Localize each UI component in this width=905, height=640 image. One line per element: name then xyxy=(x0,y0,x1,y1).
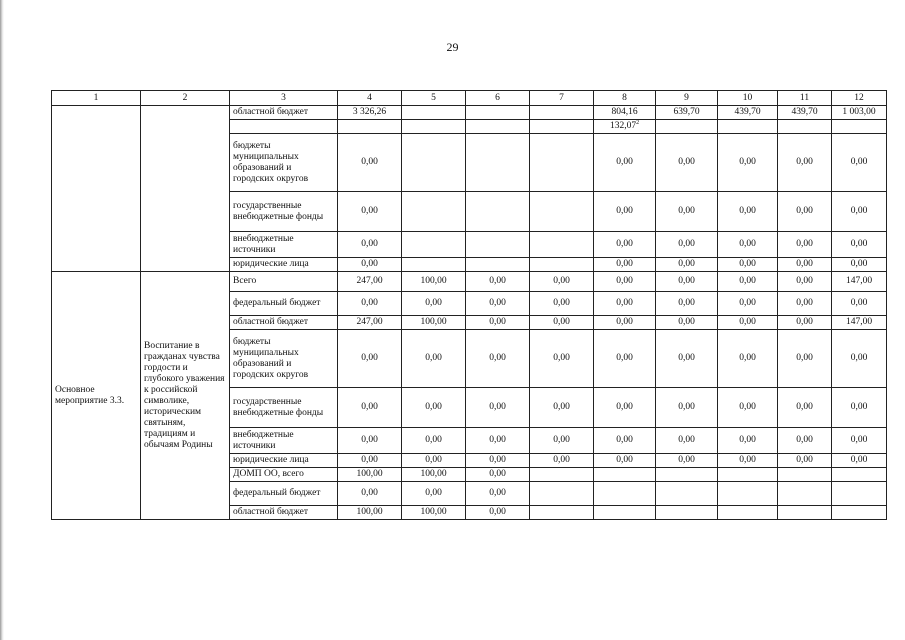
value-cell xyxy=(594,468,656,482)
value-text: 0,00 xyxy=(489,317,506,327)
value-cell xyxy=(466,120,530,134)
value-cell xyxy=(718,316,778,330)
value-cell xyxy=(718,258,778,272)
value-text: 0,00 xyxy=(796,298,813,308)
value-text: 0,00 xyxy=(553,435,570,445)
value-text: 0,00 xyxy=(739,206,756,216)
value-text: 0,00 xyxy=(850,402,868,412)
value-cell xyxy=(718,330,778,388)
value-cell xyxy=(338,388,402,428)
value-text: 0,00 xyxy=(616,157,633,167)
value-text: 0,00 xyxy=(489,507,506,517)
value-text: 0,00 xyxy=(739,157,756,167)
value-cell xyxy=(338,258,402,272)
value-cell xyxy=(338,428,402,454)
value-cell xyxy=(530,316,594,330)
value-cell xyxy=(466,428,530,454)
value-text: 0,00 xyxy=(739,402,756,412)
value-cell xyxy=(778,120,832,134)
value-cell xyxy=(832,232,887,258)
value-text: 100,00 xyxy=(420,276,447,286)
value-cell xyxy=(402,120,466,134)
value-cell xyxy=(402,428,466,454)
funding-source-label: областной бюджет xyxy=(230,316,338,330)
value-text: 247,00 xyxy=(356,317,383,327)
value-cell xyxy=(656,316,718,330)
value-cell xyxy=(594,134,656,192)
value-text: 0,00 xyxy=(796,206,813,216)
value-cell xyxy=(778,428,832,454)
value-text: 0,00 xyxy=(553,298,570,308)
value-cell xyxy=(718,482,778,506)
value-cell xyxy=(530,468,594,482)
value-cell xyxy=(338,192,402,232)
value-cell xyxy=(530,272,594,292)
value-cell xyxy=(338,506,402,520)
value-text: 0,00 xyxy=(850,259,868,269)
value-text: 0,00 xyxy=(678,455,695,465)
value-text: 100,00 xyxy=(356,469,383,479)
value-cell xyxy=(656,232,718,258)
value-text: 0,00 xyxy=(489,455,506,465)
value-text: 0,00 xyxy=(678,239,695,249)
value-cell xyxy=(656,192,718,232)
value-cell xyxy=(530,134,594,192)
value-cell xyxy=(594,482,656,506)
value-cell xyxy=(402,330,466,388)
column-number: 2 xyxy=(141,91,230,106)
value-text: 0,00 xyxy=(796,157,813,167)
value-cell xyxy=(778,506,832,520)
value-cell xyxy=(656,134,718,192)
value-cell xyxy=(338,134,402,192)
event-description-cell-empty xyxy=(141,106,230,272)
value-text: 0,00 xyxy=(425,353,442,363)
value-text: 0,00 xyxy=(489,469,506,479)
value-text: 1 003,00 xyxy=(842,107,876,117)
value-cell xyxy=(338,454,402,468)
value-text: 0,00 xyxy=(796,317,813,327)
value-cell xyxy=(656,482,718,506)
value-cell xyxy=(832,388,887,428)
value-text: 0,00 xyxy=(553,402,570,412)
value-text: 100,00 xyxy=(420,507,447,517)
value-text: 0,00 xyxy=(361,239,378,249)
value-text: 0,00 xyxy=(850,435,868,445)
value-cell xyxy=(832,316,887,330)
value-cell xyxy=(402,468,466,482)
value-cell xyxy=(530,192,594,232)
value-cell xyxy=(832,272,887,292)
value-cell xyxy=(832,506,887,520)
value-text: 3 326,26 xyxy=(352,107,387,117)
funding-source-label: бюджеты муниципальных образований и городских округов xyxy=(230,330,338,388)
value-text: 0,00 xyxy=(678,259,695,269)
value-text: 0,00 xyxy=(425,488,442,498)
value-text: 0,00 xyxy=(796,239,813,249)
value-text: 100,00 xyxy=(420,469,447,479)
value-cell xyxy=(718,468,778,482)
value-cell xyxy=(530,428,594,454)
value-text: 0,00 xyxy=(796,276,813,286)
value-cell xyxy=(338,272,402,292)
page-number: 29 xyxy=(446,40,459,54)
value-cell xyxy=(656,454,718,468)
value-text: 0,00 xyxy=(678,402,695,412)
value-cell xyxy=(530,292,594,316)
value-text: 0,00 xyxy=(616,206,633,216)
value-cell xyxy=(402,272,466,292)
column-number: 6 xyxy=(466,91,530,106)
value-cell xyxy=(832,258,887,272)
column-number: 11 xyxy=(778,91,832,106)
value-text: 0,00 xyxy=(739,455,756,465)
value-cell xyxy=(594,428,656,454)
funding-source-label: юридические лица xyxy=(230,454,338,468)
value-cell xyxy=(466,482,530,506)
value-cell xyxy=(338,292,402,316)
value-cell xyxy=(718,120,778,134)
value-cell xyxy=(832,482,887,506)
value-text: 0,00 xyxy=(678,353,695,363)
value-cell xyxy=(656,428,718,454)
value-text: 0,00 xyxy=(361,435,378,445)
value-cell xyxy=(778,106,832,120)
value-cell xyxy=(656,292,718,316)
value-text: 0,00 xyxy=(678,435,695,445)
value-cell xyxy=(594,316,656,330)
value-text: 0,00 xyxy=(739,298,756,308)
value-cell xyxy=(778,482,832,506)
value-cell xyxy=(778,272,832,292)
value-cell xyxy=(466,272,530,292)
value-cell xyxy=(466,192,530,232)
value-cell xyxy=(718,106,778,120)
value-cell xyxy=(338,120,402,134)
value-text: 0,00 xyxy=(616,259,633,269)
value-cell xyxy=(530,506,594,520)
value-text: 0,00 xyxy=(616,402,633,412)
value-cell xyxy=(466,468,530,482)
value-text: 0,00 xyxy=(489,276,506,286)
value-cell xyxy=(656,272,718,292)
value-cell xyxy=(656,330,718,388)
value-text: 0,00 xyxy=(739,239,756,249)
value-cell xyxy=(594,388,656,428)
value-cell xyxy=(832,330,887,388)
value-text: 0,00 xyxy=(425,435,442,445)
value-cell xyxy=(338,468,402,482)
value-text: 0,00 xyxy=(678,276,695,286)
value-cell xyxy=(466,506,530,520)
value-text: 0,00 xyxy=(678,157,695,167)
value-cell xyxy=(594,506,656,520)
funding-source-label: Всего xyxy=(230,272,338,292)
value-cell xyxy=(656,388,718,428)
event-name-cell: Основное мероприятие 3.3. xyxy=(52,272,141,520)
funding-source-label: юридические лица xyxy=(230,258,338,272)
value-cell xyxy=(530,106,594,120)
value-cell xyxy=(402,506,466,520)
value-text: 0,00 xyxy=(678,317,695,327)
value-text: 639,70 xyxy=(673,107,700,117)
value-cell xyxy=(530,330,594,388)
value-text: 0,00 xyxy=(425,402,442,412)
value-text: 0,00 xyxy=(361,206,378,216)
value-cell xyxy=(402,454,466,468)
value-cell xyxy=(402,316,466,330)
column-number: 10 xyxy=(718,91,778,106)
value-cell xyxy=(778,134,832,192)
value-text: 247,00 xyxy=(356,276,383,286)
value-text: 0,00 xyxy=(739,259,756,269)
value-text: 0,00 xyxy=(850,157,868,167)
funding-source-label: государственные внебюджетные фонды xyxy=(230,192,338,232)
funding-source-label: областной бюджет xyxy=(230,106,338,120)
value-cell xyxy=(594,106,656,120)
value-cell xyxy=(832,292,887,316)
value-cell xyxy=(656,258,718,272)
value-text: 0,00 xyxy=(850,298,868,308)
value-cell xyxy=(718,272,778,292)
value-text: 147,00 xyxy=(845,276,873,286)
value-cell xyxy=(832,454,887,468)
value-text: 0,00 xyxy=(796,259,813,269)
event-name-cell-empty xyxy=(52,106,141,272)
value-text: 0,00 xyxy=(616,239,633,249)
value-text: 0,00 xyxy=(739,317,756,327)
value-cell xyxy=(778,232,832,258)
value-text: 0,00 xyxy=(796,435,813,445)
value-cell xyxy=(594,272,656,292)
value-cell xyxy=(778,468,832,482)
value-cell xyxy=(778,388,832,428)
value-text: 804,16 xyxy=(611,107,638,117)
column-number: 3 xyxy=(230,91,338,106)
value-cell xyxy=(778,316,832,330)
value-text: 0,00 xyxy=(489,435,506,445)
column-number: 8 xyxy=(594,91,656,106)
funding-source-label: федеральный бюджет xyxy=(230,292,338,316)
value-cell xyxy=(778,454,832,468)
value-cell xyxy=(402,388,466,428)
value-text: 0,00 xyxy=(489,402,506,412)
value-text: 0,00 xyxy=(553,353,570,363)
scan-edge-shadow xyxy=(0,0,4,640)
value-cell xyxy=(338,316,402,330)
funding-source-label: внебюджетные источники xyxy=(230,232,338,258)
value-cell xyxy=(530,454,594,468)
value-text: 439,70 xyxy=(791,107,818,117)
value-text: 0,00 xyxy=(616,435,633,445)
column-number: 9 xyxy=(656,91,718,106)
value-cell xyxy=(402,106,466,120)
value-text: 0,00 xyxy=(616,317,633,327)
value-cell xyxy=(402,232,466,258)
value-text: 0,00 xyxy=(361,259,378,269)
value-cell xyxy=(402,258,466,272)
value-cell xyxy=(718,134,778,192)
value-cell xyxy=(832,428,887,454)
value-cell xyxy=(530,120,594,134)
value-text: 0,00 xyxy=(489,488,506,498)
value-cell xyxy=(594,258,656,272)
value-text: 0,00 xyxy=(425,455,442,465)
value-text: 100,00 xyxy=(356,507,383,517)
value-cell xyxy=(656,106,718,120)
value-cell xyxy=(832,468,887,482)
value-cell xyxy=(530,232,594,258)
value-cell xyxy=(718,506,778,520)
value-cell xyxy=(402,292,466,316)
table-row xyxy=(52,106,887,120)
value-text: 0,00 xyxy=(739,353,756,363)
value-text: 0,00 xyxy=(489,353,506,363)
value-cell xyxy=(778,330,832,388)
column-number: 1 xyxy=(52,91,141,106)
value-text: 0,00 xyxy=(796,402,813,412)
value-cell xyxy=(832,120,887,134)
funding-source-label: федеральный бюджет xyxy=(230,482,338,506)
value-cell xyxy=(832,106,887,120)
value-cell xyxy=(466,316,530,330)
value-cell xyxy=(402,134,466,192)
value-cell xyxy=(338,232,402,258)
value-text: 0,00 xyxy=(361,488,378,498)
value-cell xyxy=(594,120,656,134)
value-cell xyxy=(466,388,530,428)
value-cell xyxy=(594,292,656,316)
value-text: 0,00 xyxy=(796,455,813,465)
value-cell xyxy=(718,428,778,454)
value-text: 0,00 xyxy=(425,298,442,308)
value-text: 0,00 xyxy=(361,353,378,363)
value-cell xyxy=(778,258,832,272)
value-cell xyxy=(338,106,402,120)
value-cell xyxy=(530,258,594,272)
value-text: 0,00 xyxy=(361,402,378,412)
value-cell xyxy=(466,292,530,316)
value-cell xyxy=(778,292,832,316)
value-cell xyxy=(466,232,530,258)
funding-source-label: государственные внебюджетные фонды xyxy=(230,388,338,428)
value-cell xyxy=(718,292,778,316)
value-text: 0,00 xyxy=(361,298,378,308)
table-row xyxy=(52,272,887,292)
value-cell xyxy=(832,192,887,232)
value-text: 0,00 xyxy=(489,298,506,308)
column-number: 7 xyxy=(530,91,594,106)
value-cell xyxy=(656,468,718,482)
value-text: 0,00 xyxy=(616,455,633,465)
funding-source-label: внебюджетные источники xyxy=(230,428,338,454)
value-cell xyxy=(778,192,832,232)
value-cell xyxy=(530,388,594,428)
value-text: 0,00 xyxy=(553,276,570,286)
value-cell xyxy=(466,258,530,272)
value-cell xyxy=(594,192,656,232)
column-number: 12 xyxy=(832,91,887,106)
value-text: 0,00 xyxy=(553,317,570,327)
value-text: 0,00 xyxy=(678,298,695,308)
value-text: 439,70 xyxy=(734,107,761,117)
value-text: 0,00 xyxy=(678,206,695,216)
value-cell xyxy=(718,454,778,468)
value-text: 0,00 xyxy=(616,353,633,363)
value-cell xyxy=(466,454,530,468)
value-text: 0,00 xyxy=(361,157,378,167)
value-cell xyxy=(466,134,530,192)
funding-source-label: бюджеты муниципальных образований и городских округов xyxy=(230,134,338,192)
value-cell xyxy=(718,388,778,428)
value-cell xyxy=(466,330,530,388)
value-text: 0,00 xyxy=(850,353,868,363)
value-cell xyxy=(718,192,778,232)
funding-source-label: ДОМП ОО, всего xyxy=(230,468,338,482)
value-text: 147,00 xyxy=(845,317,873,327)
value-cell xyxy=(594,232,656,258)
value-cell xyxy=(402,192,466,232)
value-text: 0,00 xyxy=(553,455,570,465)
value-cell xyxy=(402,482,466,506)
value-text: 0,00 xyxy=(739,435,756,445)
value-cell xyxy=(832,134,887,192)
value-text: 0,00 xyxy=(616,298,633,308)
value-cell xyxy=(656,120,718,134)
column-number: 4 xyxy=(338,91,402,106)
value-cell xyxy=(530,482,594,506)
funding-source-label xyxy=(230,120,338,134)
value-text: 0,00 xyxy=(616,276,633,286)
funding-source-label: областной бюджет xyxy=(230,506,338,520)
value-text: 0,00 xyxy=(361,455,378,465)
value-text: 0,00 xyxy=(739,276,756,286)
value-text: 0,00 xyxy=(796,353,813,363)
value-cell xyxy=(466,106,530,120)
value-text: 132,07 xyxy=(609,121,637,131)
column-number-row xyxy=(52,91,887,106)
value-cell xyxy=(338,330,402,388)
budget-table xyxy=(51,90,887,520)
value-text: 0,00 xyxy=(850,206,868,216)
value-cell xyxy=(338,482,402,506)
value-cell xyxy=(656,506,718,520)
value-text: 0,00 xyxy=(850,455,868,465)
footnote-marker: 2 xyxy=(636,119,640,126)
value-cell xyxy=(718,232,778,258)
column-number: 5 xyxy=(402,91,466,106)
value-cell xyxy=(594,330,656,388)
value-cell xyxy=(594,454,656,468)
value-text: 0,00 xyxy=(850,239,868,249)
value-text: 100,00 xyxy=(420,317,447,327)
event-description-cell: Воспитание в гражданах чувства гордости и глубокого уважения к российской символике, историческим святыням, традициям и обычаям Родины xyxy=(141,272,230,520)
